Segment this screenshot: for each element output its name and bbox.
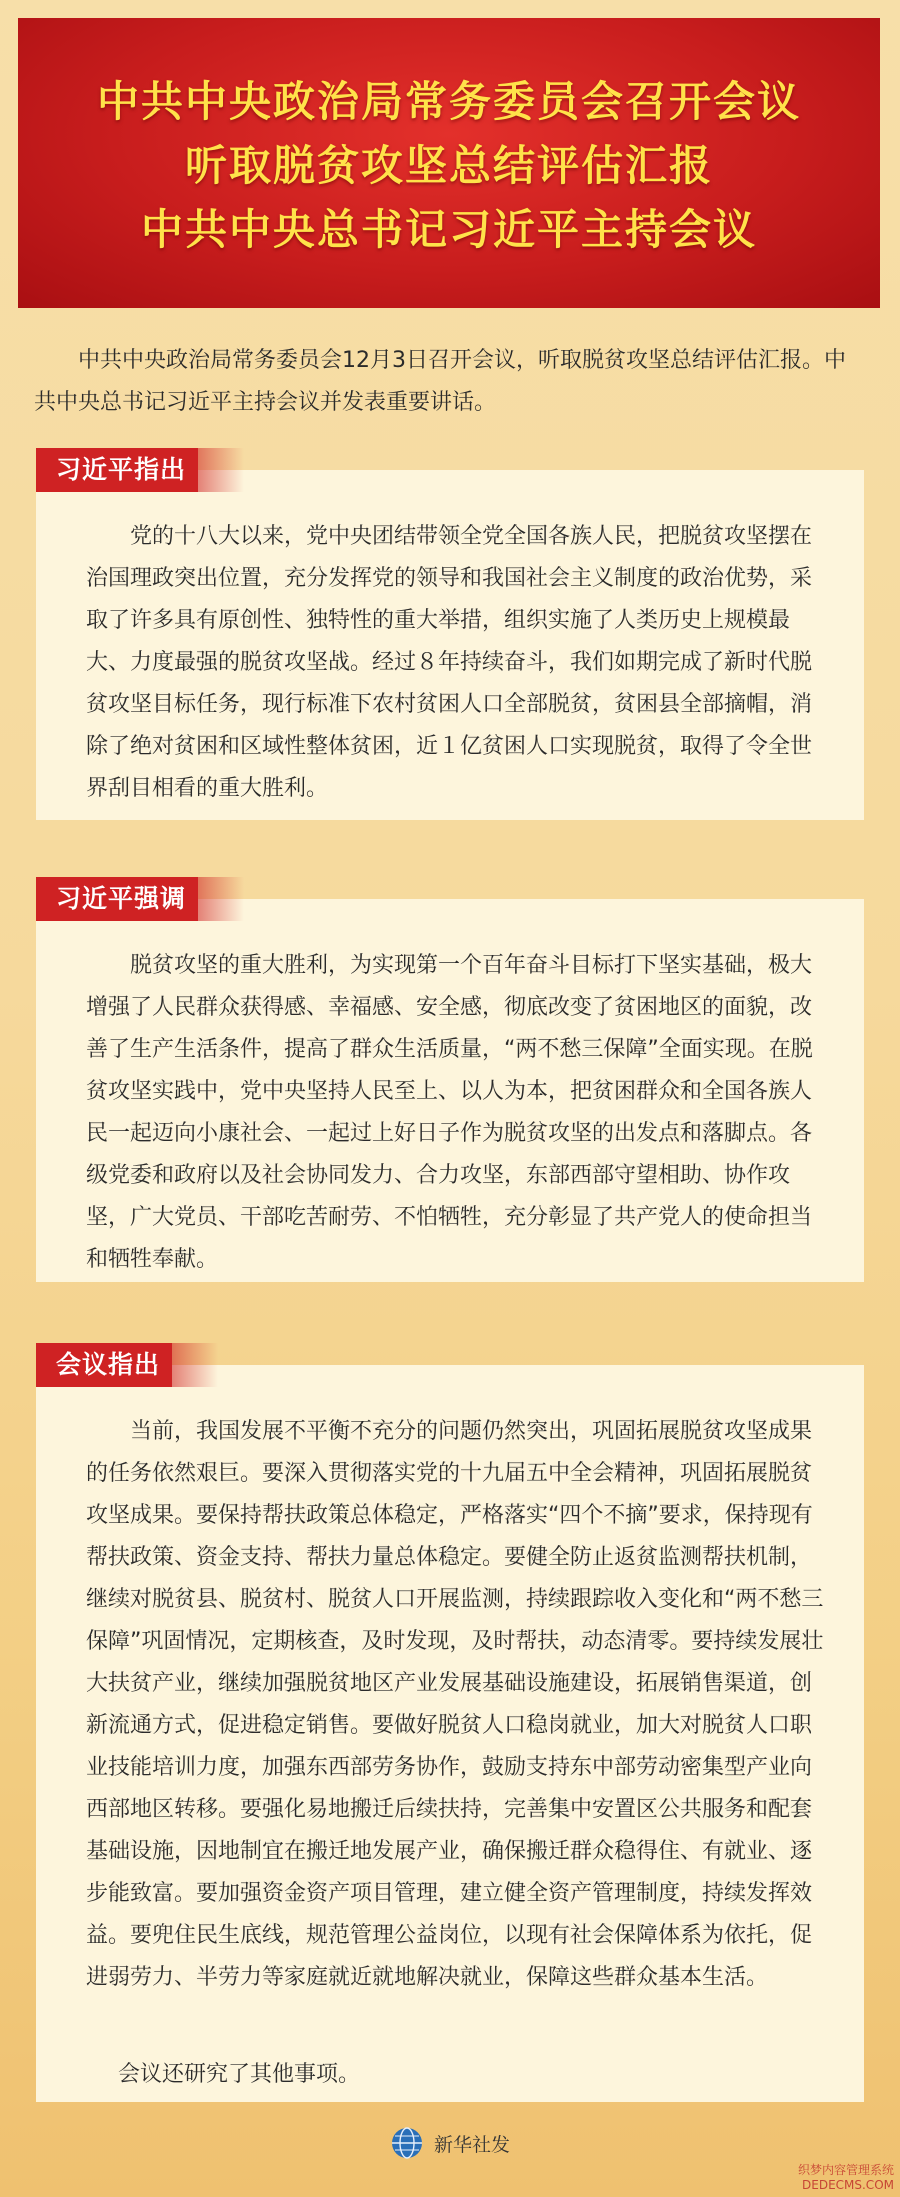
headline-line-1: 中共中央政治局常务委员会召开会议 [96, 77, 801, 126]
section-body: 脱贫攻坚的重大胜利，为实现第一个百年奋斗目标打下坚实基础，极大增强了人民群众获得感、幸福感、安全感，彻底改变了贫困地区的面貌，改善了生产生活条件，提高了群众生活质量，“两不愁三保障”全面实现。在脱贫攻坚实践中，党中央坚持人民至上、以人为本，把贫困群众和全国各族人民一起迈向小康社会、一起过上好日子作为脱贫攻坚的出发点和落脚点。各级党委和政府以及社会协同发力、合力攻坚，东部西部守望相助、协作攻坚，广大党员、干部吃苦耐劳、不怕牺牲，充分彰显了共产党人的使命担当和牺牲奉献。 [36, 899, 864, 1282]
closing-note: 会议还研究了其他事项。 [36, 2048, 864, 2102]
intro-paragraph: 中共中央政治局常务委员会12月3日召开会议，听取脱贫攻坚总结评估汇报。中共中央总书记习近平主持会议并发表重要讲话。 [34, 348, 846, 415]
source-label: 新华社发 [433, 2133, 510, 2156]
section-tag: 会议指出 [36, 1343, 172, 1387]
site-watermark [798, 2163, 894, 2193]
footer [0, 2118, 900, 2168]
section-tag: 习近平指出 [36, 448, 198, 492]
section-tag: 习近平强调 [36, 877, 198, 921]
header-banner [18, 18, 880, 308]
headline-line-3: 中共中央总书记习近平主持会议 [140, 205, 757, 254]
headline-line-2: 听取脱贫攻坚总结评估汇报 [184, 141, 713, 190]
watermark-line-1: 织梦内容管理系统 [797, 2163, 894, 2177]
xinhua-globe-logo-icon [390, 2126, 424, 2160]
watermark-line-2: DEDECMS.COM [802, 2178, 894, 2192]
section-body: 当前，我国发展不平衡不充分的问题仍然突出，巩固拓展脱贫攻坚成果的任务依然艰巨。要深入贯彻落实党的十九届五中全会精神，巩固拓展脱贫攻坚成果。要保持帮扶政策总体稳定，严格落实“四个不摘”要求，保持现有帮扶政策、资金支持、帮扶力量总体稳定。要健全防止返贫监测帮扶机制，继续对脱贫县、脱贫村、脱贫人口开展监测，持续跟踪收入变化和“两不愁三保障”巩固情况，定期核查，及时发现，及时帮扶，动态清零。要持续发展壮大扶贫产业，继续加强脱贫地区产业发展基础设施建设，拓展销售渠道，创新流通方式，促进稳定销售。要做好脱贫人口稳岗就业，加大对脱贫人口职业技能培训力度，加强东西部劳务协作，鼓励支持东中部劳动密集型产业向西部地区转移。要强化易地搬迁后续扶持，完善集中安置区公共服务和配套基础设施，因地制宜在搬迁地发展产业，确保搬迁群众稳得住、有就业、逐步能致富。要加强资金资产项目管理，建立健全资产管理制度，持续发挥效益。要兜住民生底线，规范管理公益岗位，以现有社会保障体系为依托，促进弱劳力、半劳力等家庭就近就地解决就业，保障这些群众基本生活。 [36, 1365, 864, 2050]
section-body: 党的十八大以来，党中央团结带领全党全国各族人民，把脱贫攻坚摆在治国理政突出位置，充分发挥党的领导和我国社会主义制度的政治优势，采取了许多具有原创性、独特性的重大举措，组织实施了人类历史上规模最大、力度最强的脱贫攻坚战。经过８年持续奋斗，我们如期完成了新时代脱贫攻坚目标任务，现行标准下农村贫困人口全部脱贫，贫困县全部摘帽，消除了绝对贫困和区域性整体贫困，近１亿贫困人口实现脱贫，取得了令全世界刮目相看的重大胜利。 [36, 470, 864, 820]
